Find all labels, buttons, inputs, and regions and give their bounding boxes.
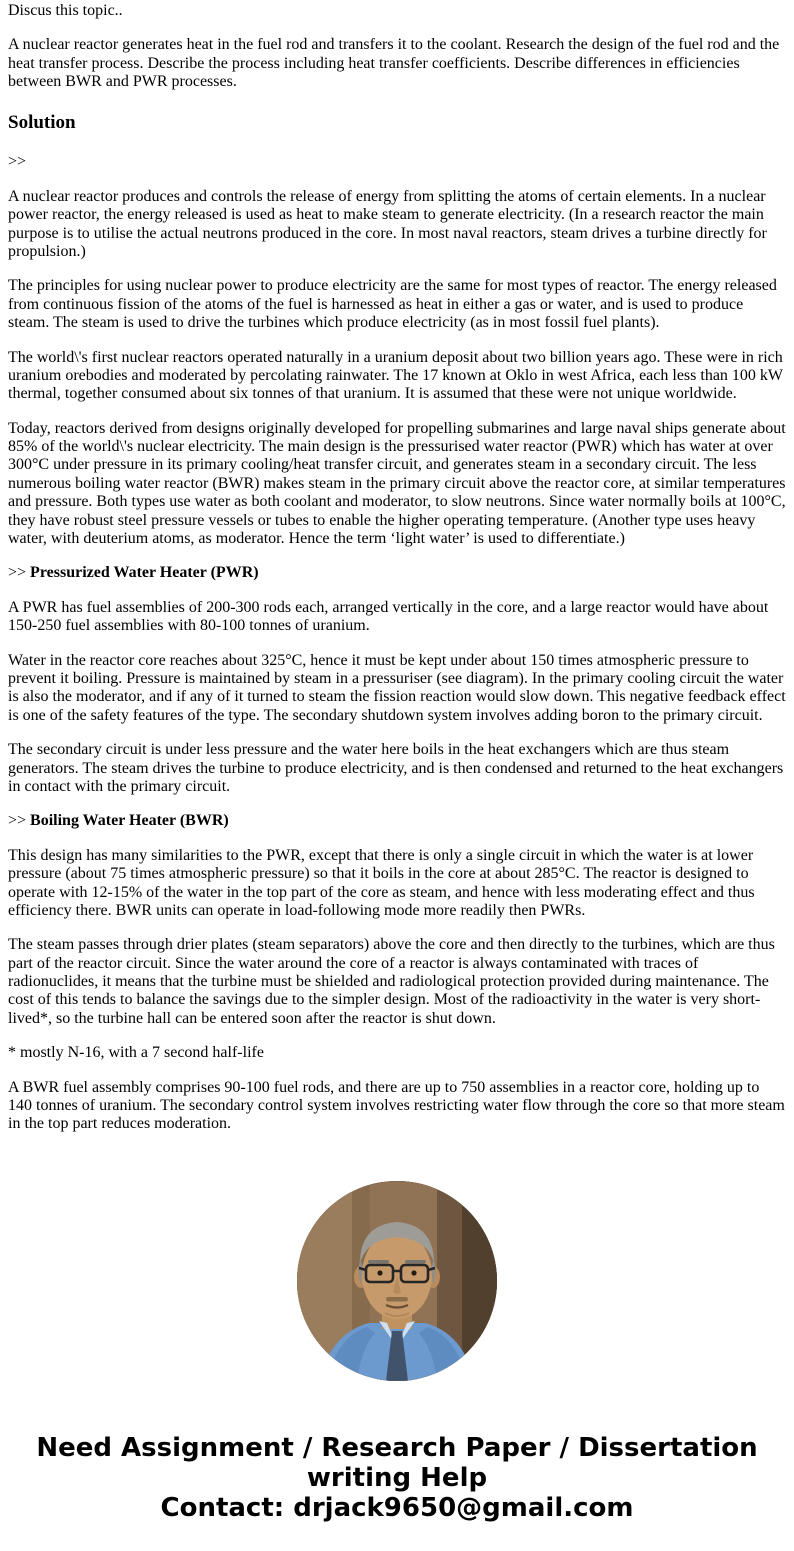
avatar-photo xyxy=(297,1181,497,1381)
answer-marker: >> xyxy=(8,153,27,171)
question-text: A nuclear reactor generates heat in the fuel rod and transfers it to the coolant. Research the design of the fuel rod and the heat transfer process. Describe the process including heat transfer coefficients. Describe differences in efficiencies between BWR and PWR processes. xyxy=(8,36,780,91)
body-paragraph: The secondary circuit is under less pressure and the water here boils in the heat exchangers which are thus steam generators. The steam drives the turbine to produce electricity, and is then condensed and returned to the heat exchangers in contact with the primary circuit. xyxy=(8,741,784,795)
subheading-marker: >> xyxy=(8,564,31,582)
body-paragraph: Water in the reactor core reaches about 325°C, hence it must be kept under about 150 times atmospheric pressure to prevent it boiling. Pressure is maintained by steam in a pressuriser (see diagram). In the primary cooling circuit the water is also the moderator, and if any of it turned to steam the fission reaction would slow down. This negative feedback effect is one of the safety features of the type. The secondary shutdown system involves adding boron to the primary circuit. xyxy=(8,651,786,724)
pwr-subheading-title: Pressurized Water Heater (PWR) xyxy=(30,564,259,582)
author-avatar xyxy=(297,1181,497,1381)
footer-contact-line: Contact: drjack9650@gmail.com xyxy=(160,1493,634,1524)
footer-banner xyxy=(0,1433,794,1551)
footer-help-line-1: Need Assignment / Research Paper / Dissertation xyxy=(36,1432,758,1463)
bwr-subheading xyxy=(8,812,786,830)
bwr-subheading-title: Boiling Water Heater (BWR) xyxy=(30,812,229,830)
body-paragraph: This design has many similarities to the PWR, except that there is only a single circuit in which the water is at lower pressure (about 75 times atmospheric pressure) so that it boils in the core at about 285°C. The reactor is designed to operate with 12-15% of the water in the top part of the core as steam, and hence with less moderating effect and thus efficiency there. BWR units can operate in load-following mode more readily then PWRs. xyxy=(8,846,755,919)
body-paragraph: The world\'s first nuclear reactors operated naturally in a uranium deposit about two billion years ago. These were in rich uranium orebodies and moderated by percolating rainwater. The 17 known at Oklo in west Africa, each less than 100 kW thermal, together consumed about six tonnes of that uranium. It is assumed that these were not unique worldwide. xyxy=(8,348,783,403)
intro-text: Discus this topic.. xyxy=(8,2,123,19)
body-paragraph: A BWR fuel assembly comprises 90-100 fuel rods, and there are up to 750 assemblies in a reactor core, holding up to 140 tonnes of uranium. The secondary control system involves restricting water flow through the core so that more steam in the top part reduces moderation. xyxy=(8,1078,785,1133)
body-paragraph: A nuclear reactor produces and controls the release of energy from splitting the atoms of certain elements. In a nuclear power reactor, the energy released is used as heat to make steam to generate electricity. (In a research reactor the main purpose is to utilise the actual neutrons produced in the core. In most naval reactors, steam drives a turbine directly for propulsion.) xyxy=(8,187,767,260)
footnote-text: * mostly N-16, with a 7 second half-life xyxy=(8,1044,264,1062)
footer-help-line-2: writing Help xyxy=(306,1462,488,1493)
subheading-marker: >> xyxy=(8,812,31,830)
body-paragraph: Today, reactors derived from designs originally developed for propelling submarines and large naval ships generate about 85% of the world\'s nuclear electricity. The main design is the pressurised water reactor (PWR) which has water at over 300°C under pressure in its primary cooling/heat transfer circuit, and generates steam in a secondary circuit. The less numerous boiling water reactor (BWR) makes steam in the primary circuit above the reactor core, at similar temperatures and pressure. Both types use water as both coolant and moderator, to slow neutrons. Since water normally boils at 100°C, they have robust steel pressure vessels or tubes to enable the higher operating temperature. (Another type uses heavy water, with deuterium atoms, as moderator. Hence the term ‘light water’ is used to differentiate.) xyxy=(8,419,786,548)
solution-heading: Solution xyxy=(8,111,76,133)
body-paragraph: The principles for using nuclear power to produce electricity are the same for most types of reactor. The energy released from continuous fission of the atoms of the fuel is harnessed as heat in either a gas or water, and is used to produce steam. The steam is used to drive the turbines which produce electricity (as in most fossil fuel plants). xyxy=(8,277,777,332)
pwr-subheading xyxy=(8,564,786,582)
body-paragraph: A PWR has fuel assemblies of 200-300 rods each, arranged vertically in the core, and a large reactor would have about 150-250 fuel assemblies with 80-100 tonnes of uranium. xyxy=(8,598,769,635)
body-paragraph: The steam passes through drier plates (steam separators) above the core and then directly to the turbines, which are thus part of the reactor circuit. Since the water around the core of a reactor is always contaminated with traces of radionuclides, it means that the turbine must be shielded and radiological protection provided during maintenance. The cost of this tends to balance the savings due to the simpler design. Most of the radioactivity in the water is very short-lived*, so the turbine hall can be entered soon after the reactor is shut down. xyxy=(8,936,775,1027)
